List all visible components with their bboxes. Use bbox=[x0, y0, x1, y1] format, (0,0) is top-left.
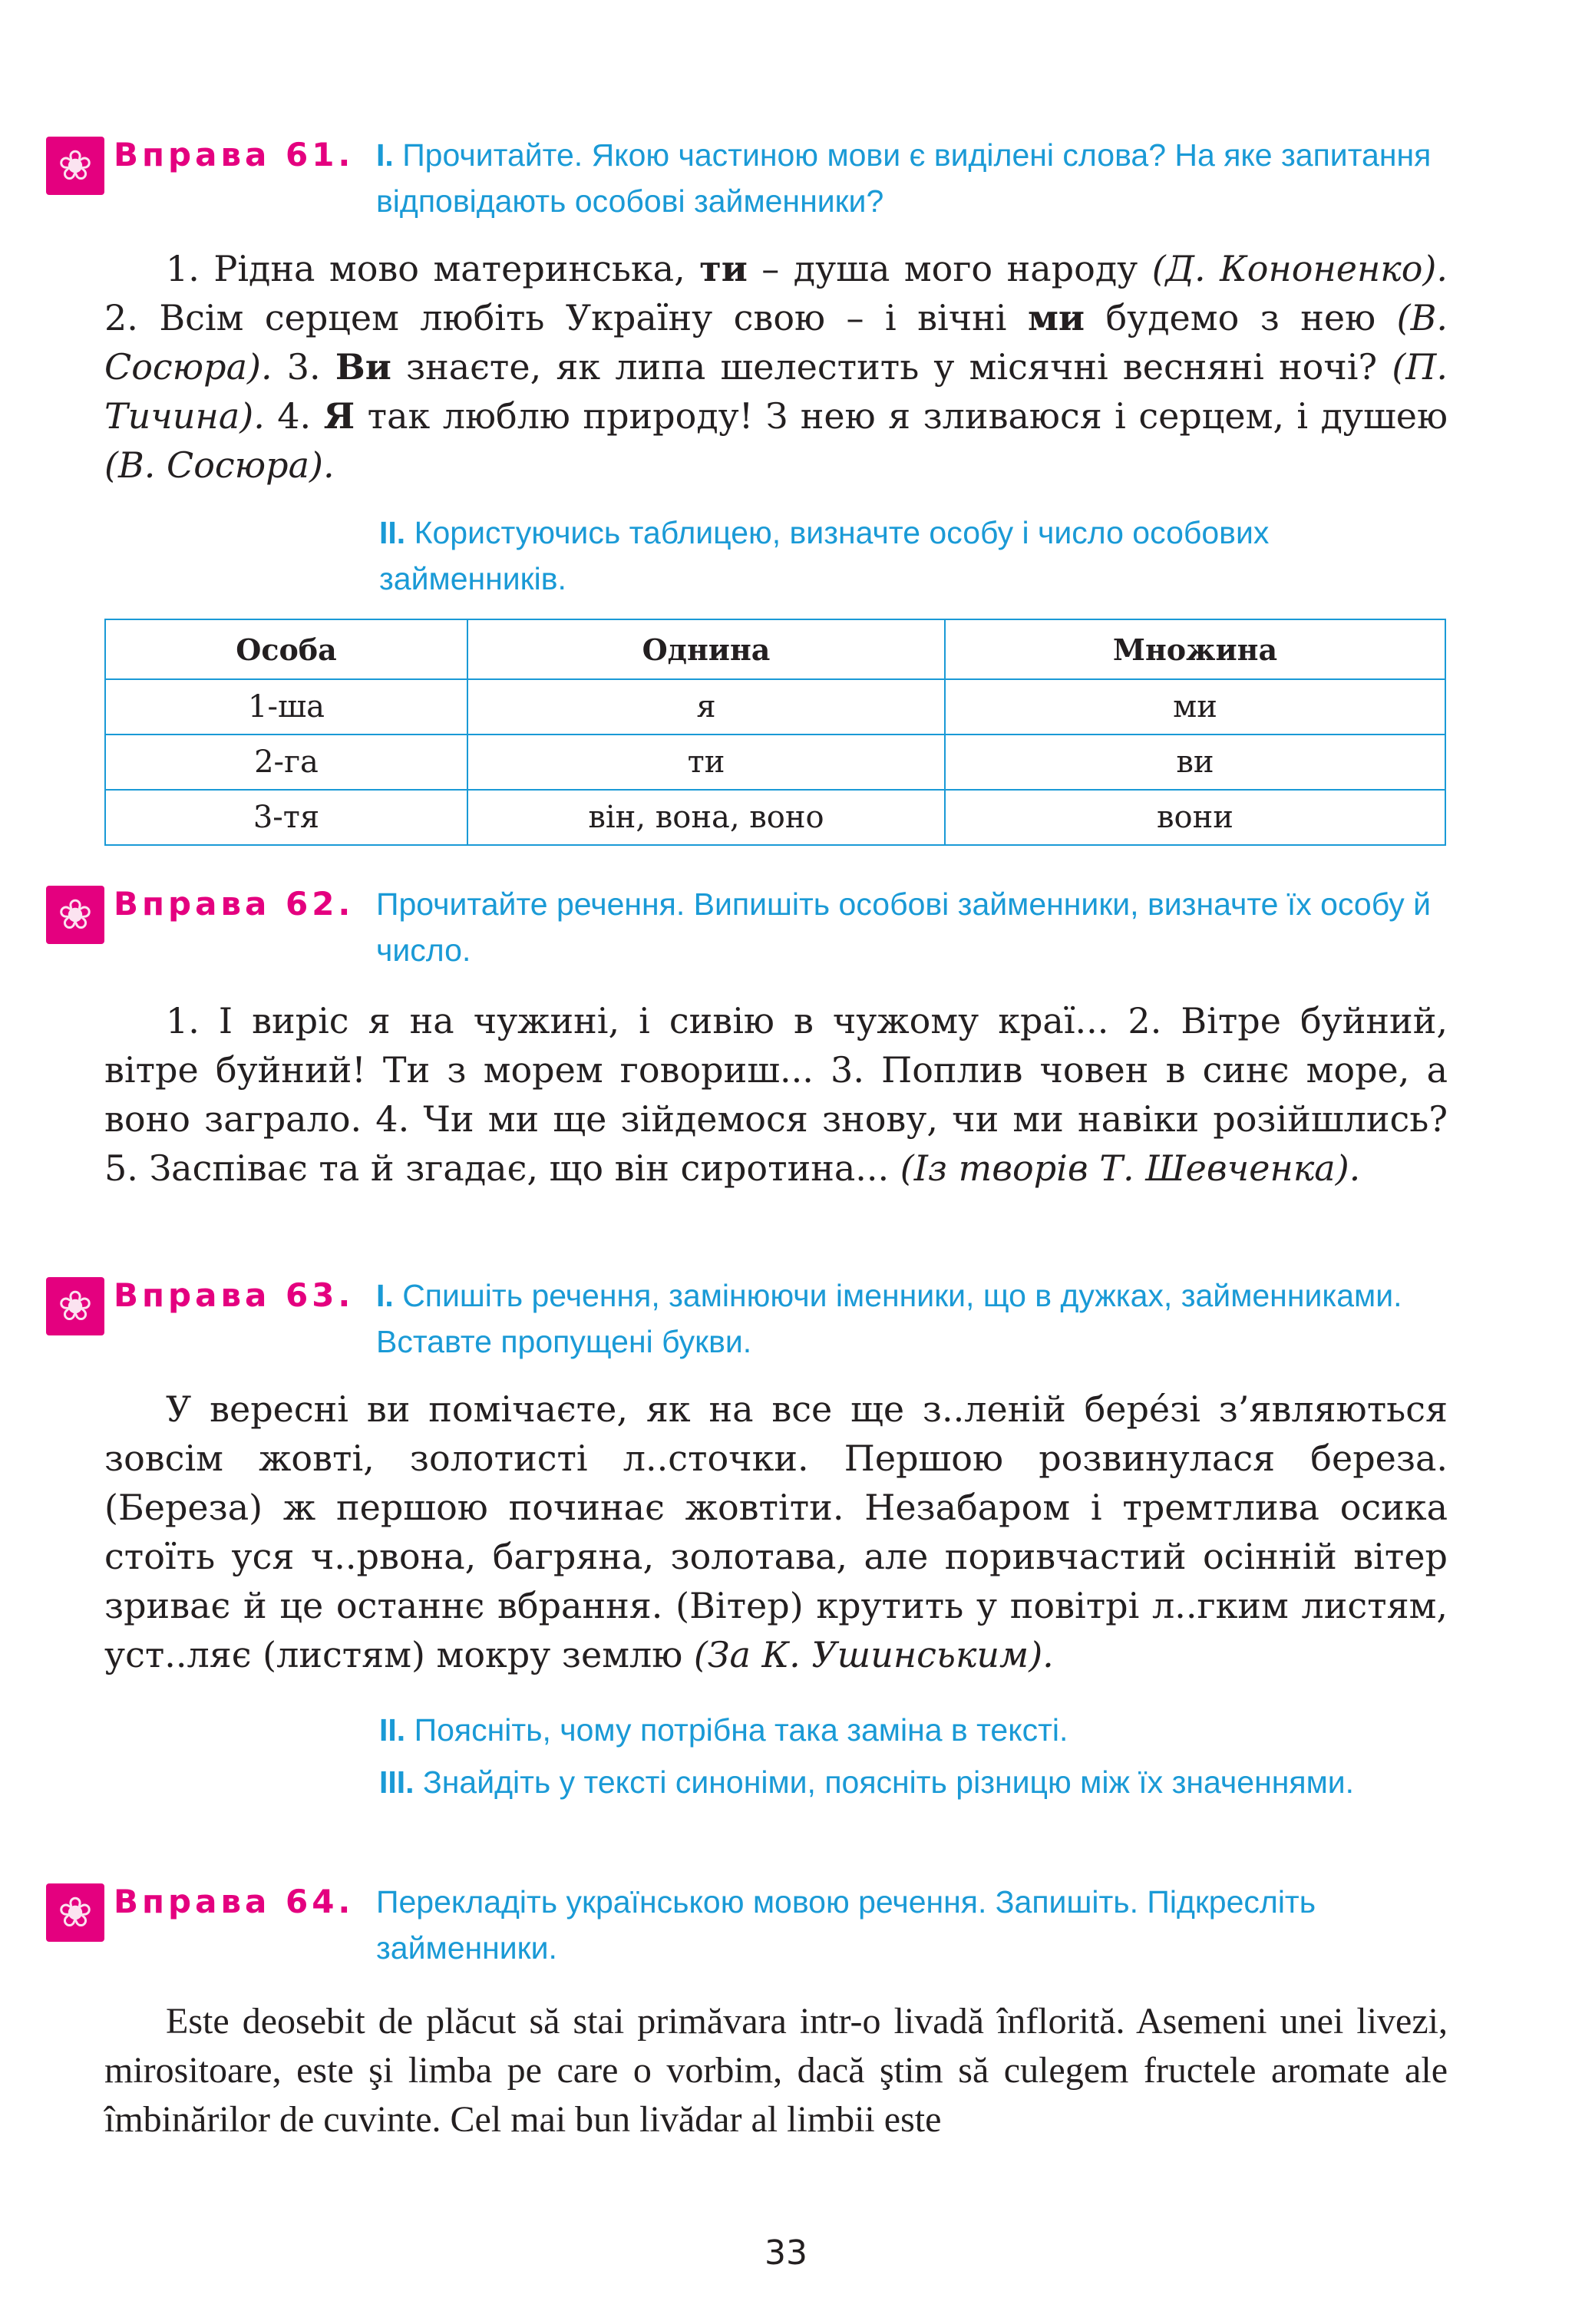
task-text: Знайдіть у тексті синоніми, поясніть різницю між їх значеннями. bbox=[422, 1764, 1355, 1800]
exercise-63-subtask-3 bbox=[379, 1759, 1446, 1805]
page-number: 33 bbox=[765, 2233, 807, 2273]
table-cell: 1-ша bbox=[105, 679, 467, 735]
source-citation: (За К. Ушинським). bbox=[693, 1634, 1054, 1675]
exercise-64-header bbox=[46, 1879, 1451, 1979]
highlight-word: ти bbox=[699, 248, 748, 289]
table-row bbox=[105, 790, 1445, 845]
table-row bbox=[105, 735, 1445, 790]
table-row bbox=[105, 679, 1445, 735]
task-text: Спишіть речення, замінюючи іменники, що в дужках, займенниками. Вставте пропущені букви. bbox=[376, 1278, 1402, 1359]
highlight-word: ми bbox=[1027, 297, 1085, 338]
exercise-62-text bbox=[104, 996, 1448, 1193]
task-roman: III. bbox=[379, 1764, 414, 1800]
highlight-word: Ви bbox=[335, 346, 391, 388]
flower-icon: ❀ bbox=[46, 1883, 104, 1942]
table-cell: 3-тя bbox=[105, 790, 467, 845]
source-citation: (Д. Кононенко). bbox=[1151, 248, 1448, 289]
text-fragment: 1. І виріс я на чужині, і сивію в чужому краї... 2. Вітре буйний, вітре буйний! Ти з морем говориш... 3. Поплив човен в синє море, а воно заграло. 4. Чи ми ще зійдемося знову, чи ми навіки розійшлись? 5. Заспіває та й згадає, що він сиротина... bbox=[104, 1000, 1448, 1189]
exercise-61-header bbox=[46, 132, 1451, 232]
table-header-row bbox=[105, 619, 1445, 679]
col-header-person: Особа bbox=[105, 619, 467, 679]
exercise-64-label: Вправа 64. bbox=[114, 1883, 355, 1920]
table-cell: ви bbox=[945, 735, 1445, 790]
table-cell: 2-га bbox=[105, 735, 467, 790]
col-header-singular: Однина bbox=[467, 619, 945, 679]
table-cell: я bbox=[467, 679, 945, 735]
task-roman: II. bbox=[379, 1712, 406, 1748]
exercise-62-label: Вправа 62. bbox=[114, 885, 355, 923]
exercise-61-task bbox=[376, 132, 1451, 224]
text-fragment: будемо з нею bbox=[1085, 297, 1397, 338]
exercise-63-task bbox=[376, 1273, 1451, 1365]
exercise-62-header bbox=[46, 881, 1451, 981]
table-cell: вони bbox=[945, 790, 1445, 845]
source-citation: (В. Сосюра). bbox=[104, 444, 335, 486]
col-header-plural: Множина bbox=[945, 619, 1445, 679]
text-fragment: – душа мого народу bbox=[747, 248, 1152, 289]
text-fragment: У вересні ви помічаєте, як на все ще з..лeній берéзі з’являються зовсім жовті, золотисті л..сточки. Першою розвинулася береза. (Береза) ж першою починає жовтіти. Незабаром і тремтлива осика стоїть уся ч..рвона, багряна, золотава, але поривчастий осінній вітер зриває й це останнє вбрання. (Вітер) крутить у повітрі л..гким листям, уст..ляє (листям) мокру землю bbox=[104, 1388, 1448, 1675]
task-text: Користуючись таблицею, визначте особу і число особових займенників. bbox=[379, 515, 1270, 596]
task-roman: I. bbox=[376, 1278, 394, 1313]
text-fragment: 3. bbox=[272, 346, 335, 388]
text-fragment: Este deosebit de plăcut să stai primăvara intr-o livadă înflorită. Asemeni unei livezi, mirositoare, este şi limba pe care o vorbim, dacă ştim să culegem fructele aromate ale îmbinărilor de cuvinte. Cel mai bun livădar al limbii este bbox=[104, 2001, 1448, 2140]
table-cell: він, вона, воно bbox=[467, 790, 945, 845]
exercise-63-header bbox=[46, 1273, 1451, 1372]
flower-icon: ❀ bbox=[46, 137, 104, 195]
exercise-63-label: Вправа 63. bbox=[114, 1276, 355, 1314]
exercise-63-text bbox=[104, 1385, 1448, 1679]
exercise-61-subtask-2 bbox=[379, 510, 1446, 602]
table-cell: ми bbox=[945, 679, 1445, 735]
text-fragment: 4. bbox=[264, 395, 324, 437]
flower-icon: ❀ bbox=[46, 1277, 104, 1335]
exercise-61-text bbox=[104, 244, 1448, 490]
text-fragment: 2. Всім серцем любіть Україну свою – і вічні bbox=[104, 297, 1028, 338]
task-text: Прочитайте. Якою частиною мови є виділені слова? На яке запитання відповідають особові займенники? bbox=[376, 137, 1432, 219]
source-citation: (В. Сосюра). bbox=[104, 297, 1448, 388]
flower-icon: ❀ bbox=[46, 886, 104, 944]
text-fragment: так люблю природу! З нею я зливаюся і серцем, і душею bbox=[355, 395, 1448, 437]
table-cell: ти bbox=[467, 735, 945, 790]
exercise-62-task: Прочитайте речення. Випишіть особові займенники, визначте їх особу й число. bbox=[376, 886, 1432, 968]
task-roman: I. bbox=[376, 137, 394, 173]
task-text: Поясніть, чому потрібна така заміна в тексті. bbox=[414, 1712, 1068, 1748]
text-fragment: знаєте, як липа шелестить у місячні весняні ночі? bbox=[391, 346, 1392, 388]
exercise-61-label: Вправа 61. bbox=[114, 136, 355, 173]
source-citation: (Із творів Т. Шевченка). bbox=[900, 1147, 1361, 1189]
exercise-64-text bbox=[104, 1997, 1448, 2144]
highlight-word: Я bbox=[323, 395, 355, 437]
exercise-64-task: Перекладіть українською мовою речення. Запишіть. Підкресліть займенники. bbox=[376, 1884, 1316, 1966]
exercise-63-subtask-2 bbox=[379, 1707, 1446, 1753]
task-roman: II. bbox=[379, 515, 406, 550]
source-citation: (П. Тичина). bbox=[104, 346, 1448, 437]
text-fragment: 1. Рідна мово материнська, bbox=[166, 248, 700, 289]
pronoun-table bbox=[104, 619, 1446, 846]
